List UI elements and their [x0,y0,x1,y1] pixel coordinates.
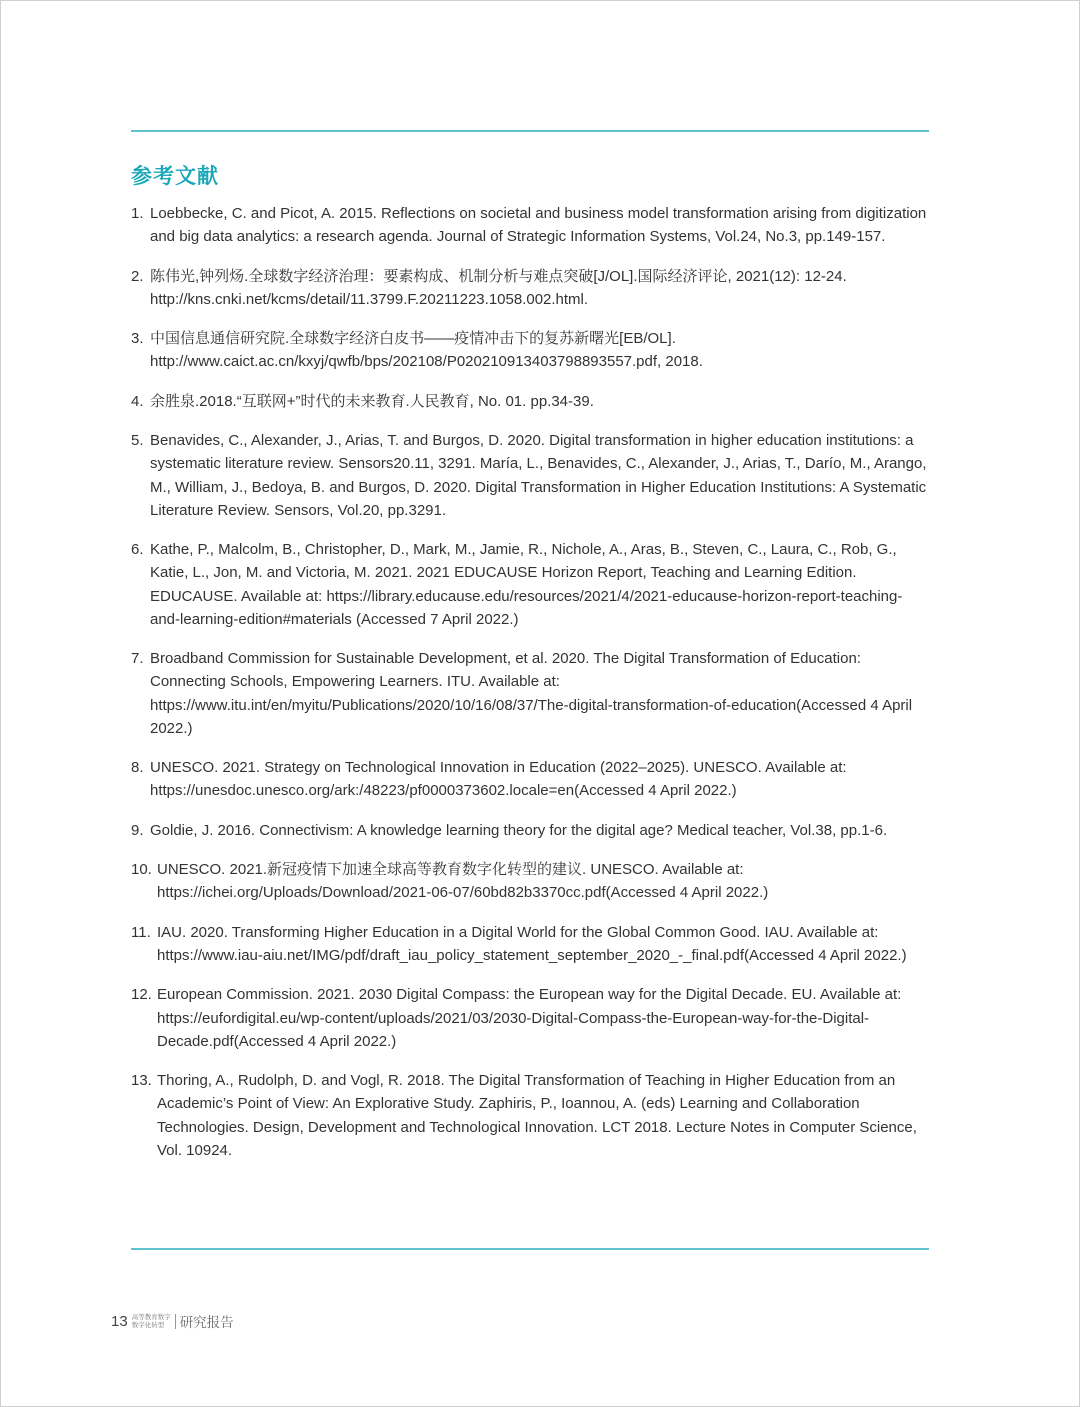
reference-item [131,202,931,248]
reference-item [131,429,931,522]
reference-text: Kathe, P., Malcolm, B., Christopher, D., Mark, M., Jamie, R., Nichole, A., Aras, B., Steven, C., Laura, C., Rob, G., Katie, L., Jon, M. and Victoria, M. 2021. 2021 EDUCAUSE Horizon Report, Teaching and Learning Edition. EDUCAUSE. Available at: https://library.educause.edu/resources/2021/4/2021-educause-horizon-report-teaching-and-learning-edition#materials (Accessed 7 April 2022.) [150,541,903,628]
reference-text: Broadband Commission for Sustainable Development, et al. 2020. The Digital Transformation of Education: Connecting Schools, Empowering Learners. ITU. Available at: https://www.itu.int/en/myitu/Publications/2020/10/16/08/37/The-digital-transformation-of-education(Accessed 4 April 2022.) [150,650,913,737]
reference-text: UNESCO. 2021. Strategy on Technological Innovation in Education (2022–2025). UNESCO. Available at: https://unesdoc.unesco.org/ark:/48223/pf0000373602.locale=en(Accessed 4 April 2022.) [150,759,847,800]
reference-item [131,858,931,904]
footer-label: 研究报告 [179,1315,234,1331]
reference-text: Goldie, J. 2016. Connectivism: A knowledge learning theory for the digital age? Medical teacher, Vol.38, pp.1-6. [150,821,888,839]
reference-text: 中国信息通信研究院.全球数字经济白皮书——疫情冲击下的复苏新曙光[EB/OL]. http://www.caict.ac.cn/kxyj/qwfb/bps/202108/P020210913403798893557.pdf, 2018. [150,330,703,371]
reference-text: IAU. 2020. Transforming Higher Education in a Digital World for the Global Common Good. IAU. Available at: https://www.iau-aiu.net/IMG/pdf/draft_iau_policy_statement_september_2020_-_final.pdf(Accessed 4 April 2022.) [157,923,907,964]
logo-line-2: 数字化转型 [131,1321,165,1329]
reference-text: Thoring, A., Rudolph, D. and Vogl, R. 2018. The Digital Transformation of Teaching in Higher Education from an Academic’s Point of View: An Explorative Study. Zaphiris, P., Ioannou, A. (eds) Learning and Collaboration Technologies. Design, Development and Technological Innovation. LCT 2018. Lecture Notes in Computer Science, Vol. 10924. [157,1072,917,1159]
reference-text: European Commission. 2021. 2030 Digital Compass: the European way for the Digital Decade. EU. Available at: https://eufordigital.eu/wp-content/uploads/2021/03/2030-Digital-Compass-the-European-way-for-the-Digital-Decade.pdf(Accessed 4 April 2022.) [157,986,902,1050]
page-footer [111,1308,234,1334]
reference-text: Benavides, C., Alexander, J., Arias, T. and Burgos, D. 2020. Digital transformation in higher education institutions: a systematic literature review. Sensors20.11, 3291. María, L., Benavides, C., Alexander, J., Arias, T., Darío, M., Arango, M., William, J., Bedoya, B. and Burgos, D. 2020. Digital Transformation in Higher Education Institutions: A Systematic Literature Review. Sensors, Vol.20, pp.3291. [150,432,927,519]
logo-line-1: 高等教育数字 [131,1313,171,1321]
reference-number: 4. [131,392,144,410]
reference-item [131,390,931,413]
reference-list [131,202,931,1178]
reference-number: 3. [131,330,144,348]
reference-number: 8. [131,759,144,777]
reference-number: 10. [131,861,152,879]
reference-number: 6. [131,541,144,559]
reference-text: UNESCO. 2021.新冠疫情下加速全球高等教育数字化转型的建议. UNESCO. Available at: https://ichei.org/Uploads/Download/2021-06-07/60bd82b3370cc.pdf(Accessed 4 April 2022.) [157,861,769,902]
reference-number: 1. [131,205,144,222]
reference-item [131,327,931,373]
reference-item [131,265,931,311]
reference-text: Loebbecke, C. and Picot, A. 2015. Reflections on societal and business model transformation arising from digitization and big data analytics: a research agenda. Journal of Strategic Information Systems, Vol.24, No.3, pp.149-157. [150,205,927,246]
reference-text: 余胜泉.2018.“互联网+”时代的未来教育.人民教育, No. 01. pp.34-39. [150,392,594,410]
reference-text: 陈伟光,钟列炀.全球数字经济治理：要素构成、机制分析与难点突破[J/OL].国际经济评论, 2021(12): 12-24. http://kns.cnki.net/kcms/detail/11.3799.F.20211223.1058.002.html. [150,267,847,308]
reference-number: 7. [131,650,144,668]
footer-separator [175,1314,176,1329]
reference-item [131,921,931,967]
reference-item [131,1069,931,1162]
page-number: 13 [111,1312,128,1330]
reference-item [131,647,931,740]
reference-number: 13. [131,1072,152,1090]
reference-number: 11. [131,923,151,941]
report-logo [132,1313,171,1329]
reference-item [131,983,931,1053]
reference-number: 12. [131,986,152,1004]
reference-item [131,756,931,802]
reference-item [131,538,931,631]
reference-number: 9. [131,821,144,839]
bottom-divider [131,1248,929,1250]
reference-item [131,819,931,842]
top-divider [131,130,929,132]
reference-number: 2. [131,267,144,285]
reference-number: 5. [131,432,144,450]
section-title: 参考文献 [131,164,219,188]
